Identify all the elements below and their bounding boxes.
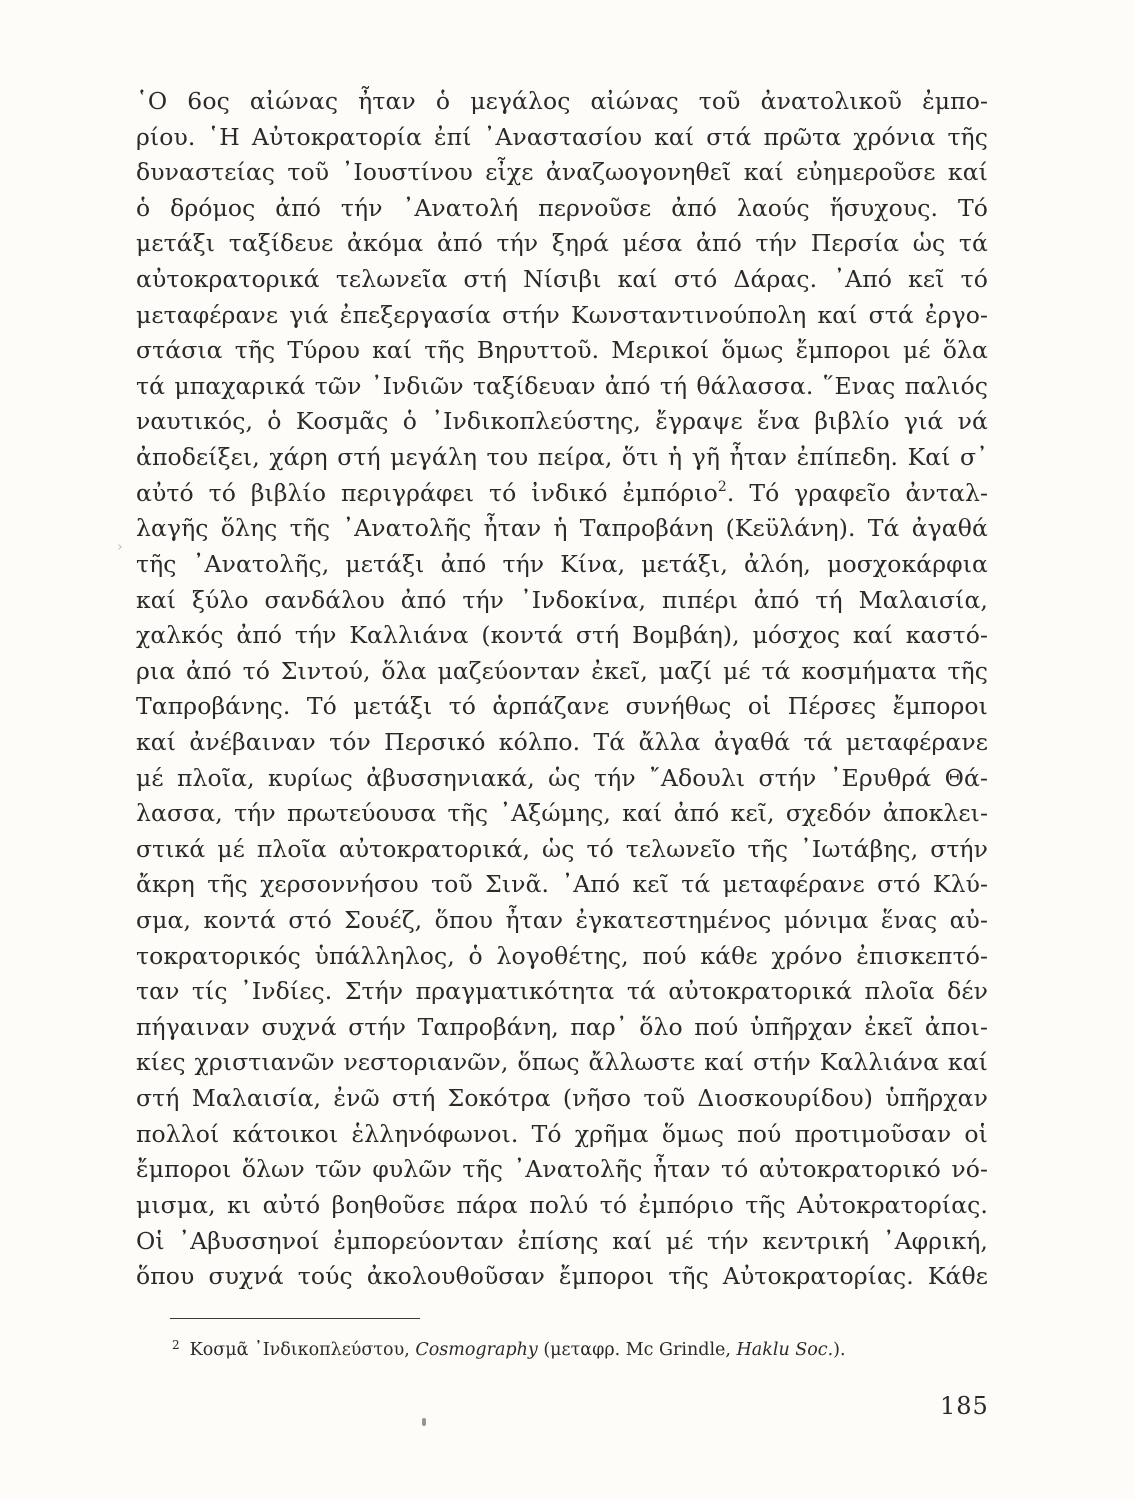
text-line: αὐτοκρατορικά τελωνεῖα στή Νίσιβι καί στό Δάρας. ᾿Από κεῖ τό xyxy=(136,265,988,294)
footnote-title: Cosmography xyxy=(415,1340,538,1360)
text-line: μέ πλοῖα, κυρίως ἀβυσσηνιακά, ὡς τήν ῎Αδουλι στήν ᾿Ερυθρά Θά- xyxy=(136,763,988,792)
text-line: ἔμποροι ὅλων τῶν φυλῶν τῆς ᾿Ανατολῆς ἦταν τό αὐτοκρατορικό νό- xyxy=(136,1155,988,1184)
text-line: καί ξύλο σανδάλου ἀπό τήν ᾿Ινδοκίνα, πιπέρι ἀπό τή Μαλαισία, xyxy=(136,585,988,614)
text-line: Οἱ ᾿Αβυσσηνοί ἐμπορεύονταν ἐπίσης καί μέ τήν κεντρική ᾿Αφρική, xyxy=(136,1226,988,1255)
text-line: ναυτικός, ὁ Κοσμᾶς ὁ ᾿Ινδικοπλεύστης, ἔγραψε ἕνα βιβλίο γιά νά xyxy=(136,407,988,436)
page-number: 185 xyxy=(940,1392,989,1420)
text-line: δυναστείας τοῦ ᾿Ιουστίνου εἶχε ἀναζωογονηθεῖ καί εὐημεροῦσε καί xyxy=(136,158,988,187)
footnote-text: (μεταφρ. Mc Grindle, xyxy=(537,1340,737,1360)
text-line: ταν τίς ᾿Ινδίες. Στήν πραγματικότητα τά αὐτοκρατορικά πλοῖα δέν xyxy=(136,977,988,1006)
text-line: ἄκρη τῆς χερσοννήσου τοῦ Σινᾶ. ᾿Από κεῖ τά μεταφέρανε στό Κλύ- xyxy=(136,870,988,899)
text-line: ρια ἀπό τό Σιντού, ὅλα μαζεύονταν ἐκεῖ, μαζί μέ τά κοσμήματα τῆς xyxy=(136,656,988,685)
ink-mark xyxy=(422,1418,426,1426)
text-line: τά μπαχαρικά τῶν ᾿Ινδιῶν ταξίδευαν ἀπό τή θάλασσα. ῞Ενας παλιός xyxy=(136,371,988,400)
text-line: μεταφέρανε γιά ἐπεξεργασία στήν Κωνσταντινούπολη καί στά ἐργο- xyxy=(136,300,988,329)
footnote-number: 2 xyxy=(172,1338,180,1352)
main-text xyxy=(136,84,988,1295)
text-line: στάσια τῆς Τύρου καί τῆς Βηρυττοῦ. Μερικοί ὅμως ἔμποροι μέ ὅλα xyxy=(136,336,988,365)
footnote-text: ). xyxy=(833,1340,846,1360)
footnote-series: Haklu Soc. xyxy=(736,1340,834,1360)
footnote-divider xyxy=(170,1318,420,1319)
text-line: ἀποδείξει, χάρη στή μεγάλη του πείρα, ὅτι ἡ γῆ ἦταν ἐπίπεδη. Καί σ᾿ xyxy=(136,443,988,472)
text-line-with-footnote-ref xyxy=(136,476,988,512)
text-line: στή Μαλαισία, ἐνῶ στή Σοκότρα (νῆσο τοῦ Διοσκουρίδου) ὑπῆρχαν xyxy=(136,1084,988,1113)
footnote xyxy=(172,1334,846,1361)
text-line: ὁ δρόμος ἀπό τήν ᾿Ανατολή περνοῦσε ἀπό λαούς ἥσυχους. Τό xyxy=(136,193,988,222)
text-line: σμα, κοντά στό Σουέζ, ὅπου ἦταν ἐγκατεστημένος μόνιμα ἕνας αὐ- xyxy=(136,906,988,935)
text-line: πήγαιναν συχνά στήν Ταπροβάνη, παρ᾿ ὅλο πού ὑπῆρχαν ἐκεῖ ἀποι- xyxy=(136,1012,988,1041)
text-line: ρίου. ῾Η Αὐτοκρατορία ἐπί ᾿Αναστασίου καί στά πρῶτα χρόνια τῆς xyxy=(136,122,988,151)
text-line: τῆς ᾿Ανατολῆς, μετάξι ἀπό τήν Κίνα, μετάξι, ἀλόη, μοσχοκάρφια xyxy=(136,549,988,578)
text-line: λαγῆς ὅλης τῆς ᾿Ανατολῆς ἦταν ἡ Ταπροβάνη (Κεϋλάνη). Τά ἀγαθά xyxy=(136,514,988,543)
text-line: στικά μέ πλοῖα αὐτοκρατορικά, ὡς τό τελωνεῖο τῆς ᾿Ιωτάβης, στήν xyxy=(136,834,988,863)
text-line: μετάξι ταξίδευε ἀκόμα ἀπό τήν ξηρά μέσα ἀπό τήν Περσία ὡς τά xyxy=(136,229,988,258)
text-line: λασσα, τήν πρωτεύουσα τῆς ᾿Αξώμης, καί ἀπό κεῖ, σχεδόν ἀποκλει- xyxy=(136,799,988,828)
footnote-reference[interactable]: 2 xyxy=(717,478,727,495)
margin-mark-icon: › xyxy=(117,539,123,555)
text-line: μισμα, κι αὐτό βοηθοῦσε πάρα πολύ τό ἐμπόριο τῆς Αὐτοκρατορίας. xyxy=(136,1190,988,1219)
text-segment: . Τό γραφεῖο ἀνταλ- xyxy=(726,478,988,507)
text-line: ὅπου συχνά τούς ἀκολουθοῦσαν ἔμποροι τῆς Αὐτοκρατορίας. Κάθε xyxy=(136,1262,988,1291)
text-line: πολλοί κάτοικοι ἑλληνόφωνοι. Τό χρῆμα ὅμως πού προτιμοῦσαν οἱ xyxy=(136,1119,988,1148)
text-line: Ταπροβάνης. Τό μετάξι τό ἁρπάζανε συνήθως οἱ Πέρσες ἔμποροι xyxy=(136,692,988,721)
text-line: τοκρατορικός ὑπάλληλος, ὁ λογοθέτης, πού κάθε χρόνο ἐπισκεπτό- xyxy=(136,941,988,970)
text-line: κίες χριστιανῶν νεστοριανῶν, ὅπως ἄλλωστε καί στήν Καλλιάνα καί xyxy=(136,1048,988,1077)
text-segment: αὐτό τό βιβλίο περιγράφει τό ἰνδικό ἐμπόριο xyxy=(136,478,718,507)
text-line: χαλκός ἀπό τήν Καλλιάνα (κοντά στή Βομβάη), μόσχος καί καστό- xyxy=(136,621,988,650)
text-line: ῾Ο 6ος αἰώνας ἦταν ὁ μεγάλος αἰώνας τοῦ ἀνατολικοῦ ἐμπο- xyxy=(136,87,988,115)
footnote-text: Κοσμᾶ ᾿Ινδικοπλεύστου, xyxy=(189,1340,416,1360)
text-line: καί ἀνέβαιναν τόν Περσικό κόλπο. Τά ἄλλα ἀγαθά τά μεταφέρανε xyxy=(136,727,988,756)
